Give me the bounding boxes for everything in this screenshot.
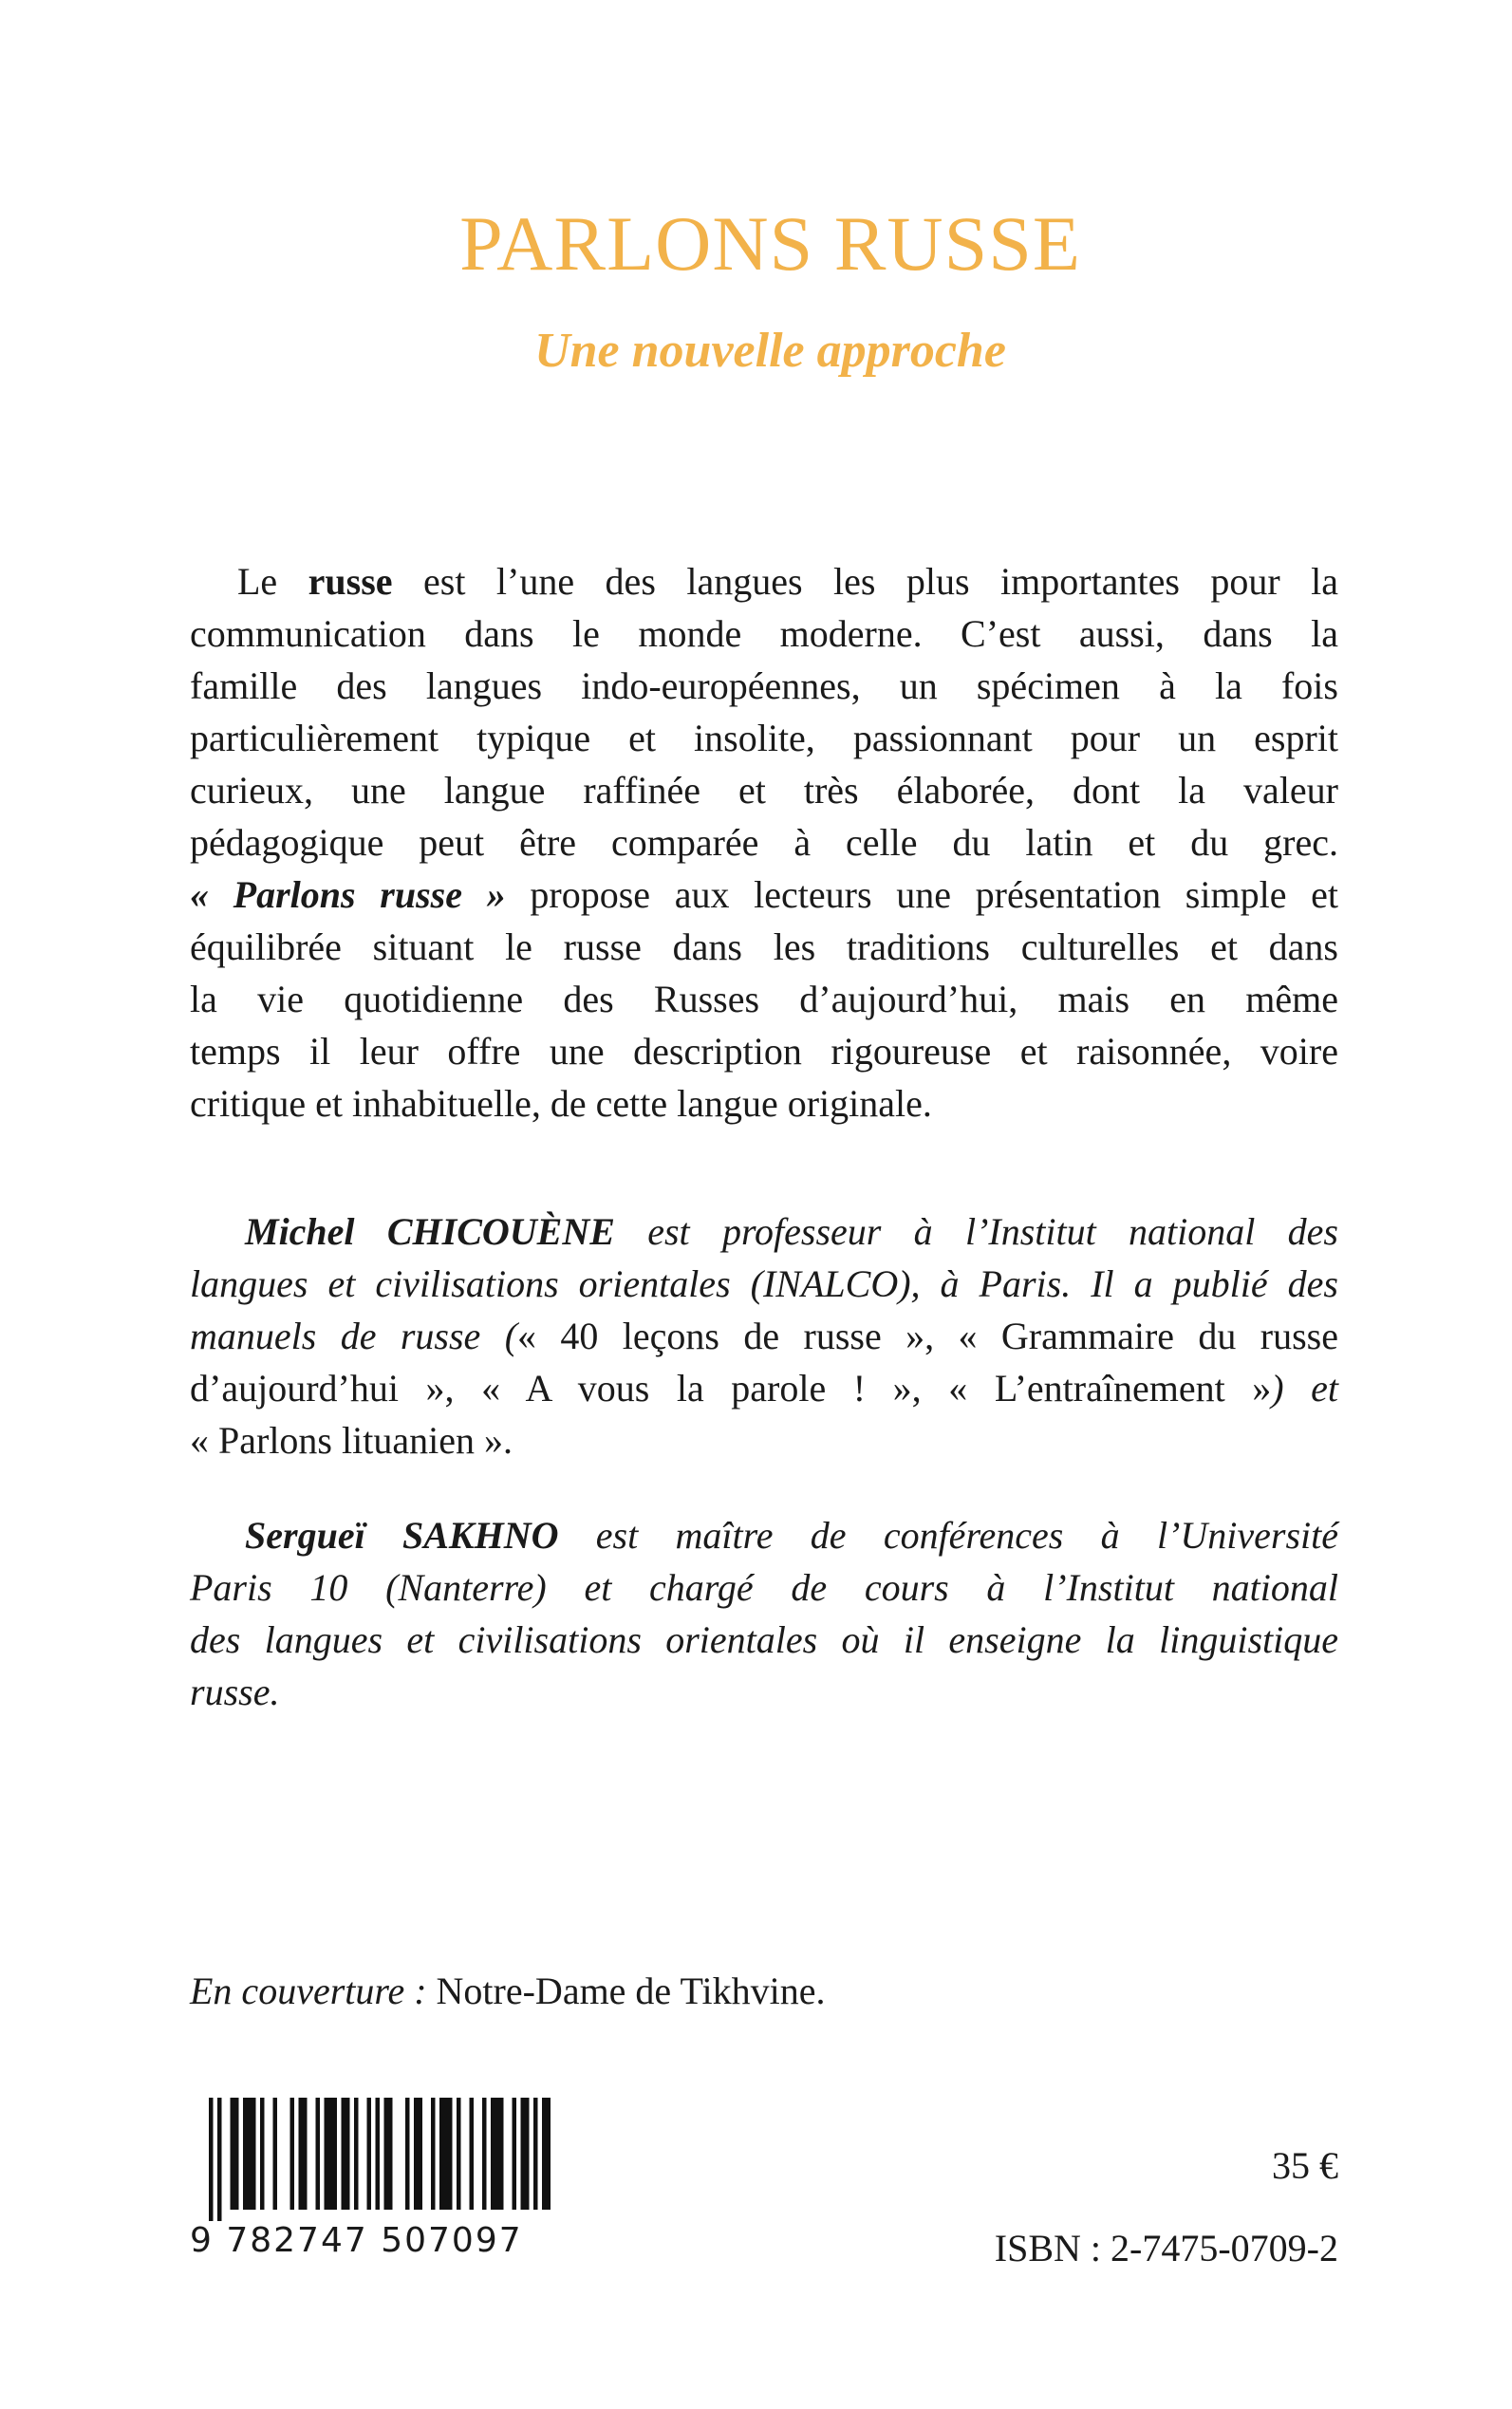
text-run: manuels de russe ( (190, 1315, 518, 1357)
credit-text: Notre-Dame de Tikhvine. (426, 1970, 826, 2012)
barcode-bar (316, 2098, 321, 2210)
barcode-bar (243, 2098, 256, 2210)
isbn: ISBN : 2-7475-0709-2 (994, 2227, 1338, 2269)
text-run: est professeur à l’Institut national des (614, 1210, 1338, 1253)
barcode-bar (533, 2098, 538, 2210)
book-name: « Parlons russe » (190, 873, 506, 916)
intro-line: la vie quotidienne des Russes d’aujourd’hui, mais en même (190, 978, 1338, 1020)
barcode-bar (513, 2098, 517, 2210)
book-name: « L’entraînement » (948, 1367, 1272, 1410)
text-run: propose aux lecteurs une présentation simple et (505, 873, 1339, 916)
intro-line: famille des langues indo-européennes, un spécimen à la fois (190, 664, 1338, 707)
text-run: ) et (1271, 1367, 1339, 1410)
barcode-bar (431, 2098, 436, 2210)
barcode-bar (209, 2098, 214, 2221)
author-name: Michel CHICOUÈNE (245, 1210, 615, 1253)
barcode-bar (290, 2098, 295, 2210)
bio-line (190, 1310, 1338, 1362)
bio-line: des langues et civilisations orientales où il enseigne la linguistique (190, 1618, 1338, 1661)
author-bio-sakhno (190, 1509, 1338, 1718)
book-name: « Grammaire du russe (958, 1315, 1338, 1357)
barcode-bar (491, 2098, 504, 2210)
book-name: « Parlons lituanien ». (190, 1419, 513, 1462)
text-run (934, 1315, 958, 1357)
barcode-bar (367, 2098, 372, 2210)
barcode-bar (325, 2098, 338, 2210)
barcode-bar (439, 2098, 453, 2210)
text-run: est l’une des langues les plus importantes pour la (392, 560, 1339, 603)
barcode-bar (273, 2098, 278, 2210)
bio-line (190, 1205, 1338, 1258)
intro-paragraph (190, 555, 1338, 1130)
bio-line: langues et civilisations orientales (INALCO), à Paris. Il a publié des (190, 1262, 1338, 1305)
barcode-digits: 9 782747 507097 (190, 2221, 523, 2260)
barcode-bar (231, 2098, 239, 2210)
barcode-bar (354, 2098, 359, 2210)
book-name: « 40 leçons de russe », (517, 1315, 935, 1357)
barcode-bar (384, 2098, 393, 2210)
intro-line: temps il leur offre une description rigoureuse et raisonnée, voire (190, 1030, 1338, 1073)
intro-line: particulièrement typique et insolite, passionnant pour un esprit (190, 717, 1338, 759)
barcode-bar (457, 2098, 461, 2210)
intro-line (190, 868, 1338, 921)
text-run (455, 1367, 482, 1410)
author-bio-chicouene (190, 1205, 1338, 1466)
barcode-bar (299, 2098, 308, 2210)
price: 35 € (1272, 2144, 1338, 2187)
credit-label: En couverture : (190, 1970, 427, 2012)
bold-word: russe (308, 560, 393, 603)
text-run: est maître de conférences à l’Université (558, 1514, 1339, 1557)
book-name: « A vous la parole ! », (481, 1367, 922, 1410)
barcode-bar (414, 2098, 422, 2210)
bio-line (190, 1362, 1338, 1414)
intro-line: équilibrée situant le russe dans les traditions culturelles et dans (190, 925, 1338, 968)
bio-line: russe. (190, 1671, 280, 1713)
barcode-bar (342, 2098, 350, 2210)
intro-line: pédagogique peut être comparée à celle du latin et du grec. (190, 821, 1338, 864)
author-name: Sergueï SAKHNO (245, 1514, 559, 1557)
bio-line: Paris 10 (Nanterre) et chargé de cours à l’Institut national (190, 1566, 1338, 1609)
barcode-bar (405, 2098, 410, 2210)
book-title: PARLONS RUSSE (459, 200, 1081, 287)
intro-line: curieux, une langue raffinée et très élaborée, dont la valeur (190, 769, 1338, 812)
barcode (190, 2098, 560, 2297)
text-run: Le (237, 560, 308, 603)
barcode-bar (217, 2098, 222, 2221)
intro-line (190, 555, 1338, 607)
cover-credit (190, 1965, 825, 2017)
barcode-bar (542, 2098, 551, 2210)
book-name: d’aujourd’hui », (190, 1367, 455, 1410)
barcode-bar (470, 2098, 475, 2210)
intro-line: communication dans le monde moderne. C’est aussi, dans la (190, 612, 1338, 655)
barcode-bar (260, 2098, 265, 2210)
bio-line (190, 1509, 1338, 1561)
barcode-bar (482, 2098, 487, 2210)
intro-line: critique et inhabituelle, de cette langue originale. (190, 1082, 932, 1125)
barcode-bar (521, 2098, 530, 2210)
barcode-bar (376, 2098, 381, 2210)
barcode-bars (190, 2098, 560, 2221)
bio-line (190, 1414, 1338, 1466)
book-subtitle: Une nouvelle approche (534, 324, 1006, 378)
